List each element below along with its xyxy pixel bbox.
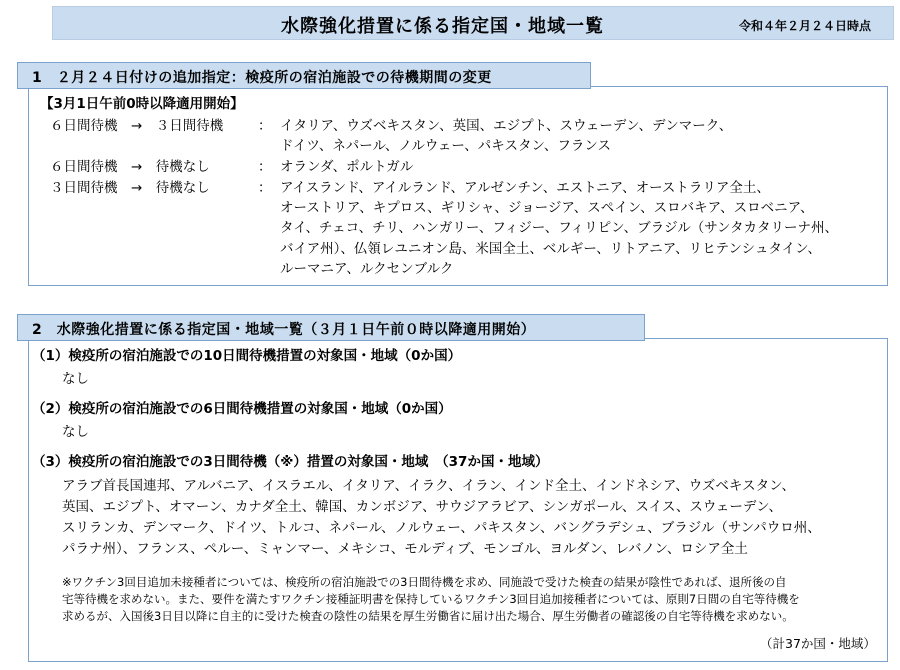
section1-row1-countries-1: イタリア、ウズベキスタン、英国、エジプト、スウェーデン、デンマーク、 — [280, 118, 733, 134]
sub2-body: なし — [62, 424, 89, 440]
section1-heading — [17, 62, 591, 89]
footnote-line-2: 宅等待機を求めない。また、要件を満たすワクチン接種証明書を保持しているワクチン3回目追加接種者については、原則7日間の自宅等待機を — [62, 592, 800, 606]
section1-row2-change: ６日間待機 → 待機なし — [50, 159, 210, 175]
sub3-title: （3）検疫所の宿泊施設での3日間待機（※）措置の対象国・地域 （37か国・地域） — [32, 454, 549, 470]
title-bar — [52, 6, 894, 40]
sub3-countries-2: 英国、エジプト、オマーン、カナダ全土、韓国、カンボジア、サウジアラビア、シンガポール、スイス、スウェーデン、 — [62, 499, 783, 515]
footnote-line-3: 求めるが、入国後3日目以降に自主的に受けた検査の陰性の結果を厚生労働省に届け出た場合、厚生労働者の確認後の自宅等待機を求めない。 — [62, 609, 794, 623]
section1-row3-countries-5: ルーマニア、ルクセンブルク — [280, 261, 454, 277]
page-title: 水際強化措置に係る指定国・地域一覧 — [281, 16, 604, 37]
section1-start-note: 【3月1日午前0時以降適用開始】 — [40, 96, 244, 112]
section1-row2-colon: ： — [258, 159, 272, 175]
sub3-countries-4: パラナ州）、フランス、ペルー、ミャンマー、メキシコ、モルディブ、モンゴル、ヨルダン、レバノン、ロシア全土 — [62, 541, 748, 557]
as-of-date: 令和４年２月２４日時点 — [738, 19, 871, 33]
section1-row3-countries-4: バイア州）、仏領レユニオン島、米国全土、ベルギー、リトアニア、リヒテンシュタイン、 — [280, 241, 822, 257]
section1-row3-change: ３日間待機 → 待機なし — [50, 180, 210, 196]
section1-row3-countries-2: オーストリア、キプロス、ギリシャ、ジョージア、スペイン、スロバキア、スロベニア、 — [280, 200, 814, 216]
sub1-body: なし — [62, 371, 89, 387]
footnote-line-1: ※ワクチン3回目追加未接種者については、検疫所の宿泊施設での3日間待機を求め、同施設で受けた検査の結果が陰性であれば、退所後の自 — [62, 575, 787, 589]
sub2-title: （2）検疫所の宿泊施設での6日間待機措置の対象国・地域（0か国） — [32, 401, 452, 417]
sub3-countries-1: アラブ首長国連邦、アルバニア、イスラエル、イタリア、イラク、イラン、インド全土、インドネシア、ウズベキスタン、 — [62, 478, 796, 494]
section1-row3-countries-1: アイスランド、アイルランド、アルゼンチン、エストニア、オーストラリア全土、 — [280, 180, 770, 196]
section1-heading-text: 1 ２月２４日付けの追加指定：検疫所の宿泊施設での待機期間の変更 — [32, 70, 492, 86]
section2-heading — [17, 314, 645, 341]
section1-row2-countries-1: オランダ、ポルトガル — [280, 159, 414, 175]
section2-heading-text: 2 水際強化措置に係る指定国・地域一覧（３月１日午前０時以降適用開始） — [32, 322, 536, 338]
section1-row3-colon: ： — [258, 180, 272, 196]
section1-row1-change: ６日間待機 → ３日間待機 — [50, 118, 224, 134]
sub3-countries-3: スリランカ、デンマーク、ドイツ、トルコ、ネパール、ノルウェー、パキスタン、バングラデシュ、ブラジル（サンパウロ州、 — [62, 520, 821, 536]
section1-row1-countries-2: ドイツ、ネパール、ノルウェー、パキスタン、フランス — [280, 138, 612, 154]
section1-row1-colon: ： — [258, 118, 272, 134]
section1-row3-countries-3: タイ、チェコ、チリ、ハンガリー、フィジー、フィリピン、ブラジル（サンタカタリーナ州、 — [280, 220, 839, 236]
total-count: （計37か国・地域） — [760, 636, 876, 651]
sub1-title: （1）検疫所の宿泊施設での10日間待機措置の対象国・地域（0か国） — [32, 348, 462, 364]
